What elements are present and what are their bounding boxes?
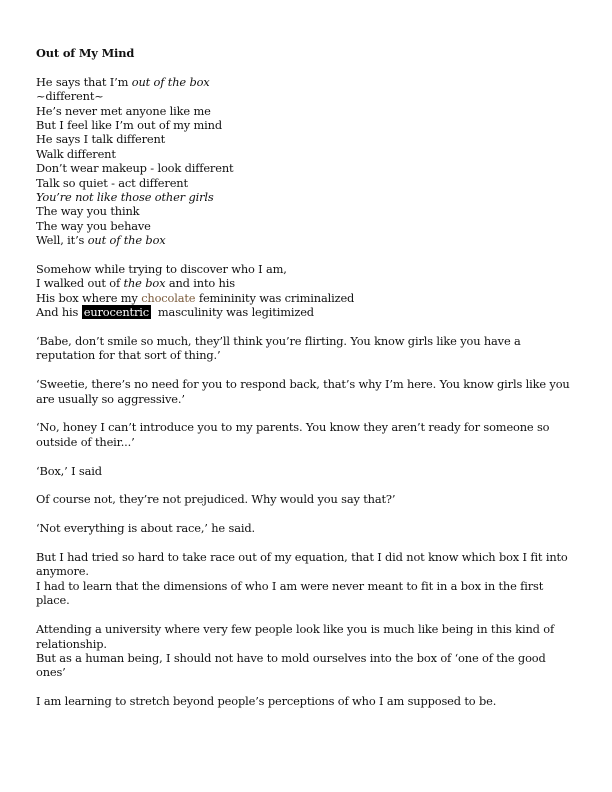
text-run: femininity was criminalized	[195, 290, 355, 305]
spacer	[36, 680, 576, 694]
spacer	[36, 320, 576, 334]
text-run: His box where my	[36, 290, 142, 305]
poem-line: Talk so quiet - act different	[36, 175, 188, 190]
text-run: and into his	[165, 276, 235, 291]
poem-line	[36, 305, 576, 319]
paragraph: But I had tried so hard to take race out of my equation, that I did not know which box I fit into anymore.	[36, 550, 568, 579]
spacer	[36, 478, 576, 492]
poem-line: But I feel like I’m out of my mind	[36, 118, 222, 133]
spacer	[36, 248, 576, 262]
italic-run: the box	[123, 276, 166, 291]
paragraph: But as a human being, I should not have to mold ourselves into the box of ‘one of the good ones’	[36, 650, 546, 680]
poem-line: He’s never met anyone like me	[36, 103, 211, 118]
poem-line	[36, 75, 576, 89]
paragraph: Of course not, they’re not prejudiced. Why would you say that?’	[36, 492, 396, 507]
text-run: Well, it’s	[36, 233, 88, 248]
poem-line: ~different~	[36, 89, 104, 104]
poem-line	[36, 276, 576, 290]
italic-run: out of the box	[87, 233, 166, 248]
poem-line: Don’t wear makeup - look different	[36, 161, 234, 176]
poem-line: The way you behave	[36, 218, 151, 233]
spacer	[36, 507, 576, 521]
paragraph: ‘No, honey I can’t introduce you to my parents. You know they aren’t ready for someone so outside of their...’	[36, 420, 550, 449]
paragraph: ‘Not everything is about race,’ he said.	[36, 521, 255, 536]
text-run: And his	[36, 305, 82, 320]
poem-line: The way you think	[36, 204, 140, 219]
poem-line	[36, 190, 576, 204]
spacer	[36, 60, 576, 74]
paragraph: Attending a university where very few people look like you is much like being in this kind of relationship.	[36, 622, 555, 651]
paragraph: ‘Babe, don’t smile so much, they’ll think you’re flirting. You know girls like you have a reputation for that sort of thing.’	[36, 334, 521, 363]
colored-word: chocolate	[141, 290, 196, 305]
paragraph: I am learning to stretch beyond people’s perceptions of who I am supposed to be.	[36, 694, 497, 709]
text-run: He says that I’m	[36, 74, 132, 89]
stanza-1	[36, 75, 576, 248]
spacer	[36, 449, 576, 463]
text-run: I walked out of	[36, 276, 124, 291]
spacer	[36, 363, 576, 377]
poem-line	[36, 291, 576, 305]
paragraph: ‘Sweetie, there’s no need for you to respond back, that’s why I’m here. You know girls like you are usually so aggressive.’	[36, 377, 570, 406]
spacer	[36, 536, 576, 550]
highlighted-word: eurocentric	[83, 305, 149, 320]
poem-line: Somehow while trying to discover who I am,	[36, 262, 287, 277]
poem-line: He says I talk different	[36, 132, 166, 147]
paragraph: I had to learn that the dimensions of who I am were never meant to fit in a box in the first place.	[36, 578, 544, 608]
italic-run: out of the box	[131, 74, 210, 89]
spacer	[36, 608, 576, 622]
italic-run: You’re not like those other girls	[36, 190, 214, 205]
text-run: masculinity was legitimized	[150, 305, 314, 320]
spacer	[36, 406, 576, 420]
poem-line	[36, 233, 576, 247]
poem-title: Out of My Mind	[36, 46, 135, 60]
paragraph: ‘Box,’ I said	[36, 463, 102, 478]
poem-line: Walk different	[36, 146, 116, 161]
stanza-2	[36, 262, 576, 320]
